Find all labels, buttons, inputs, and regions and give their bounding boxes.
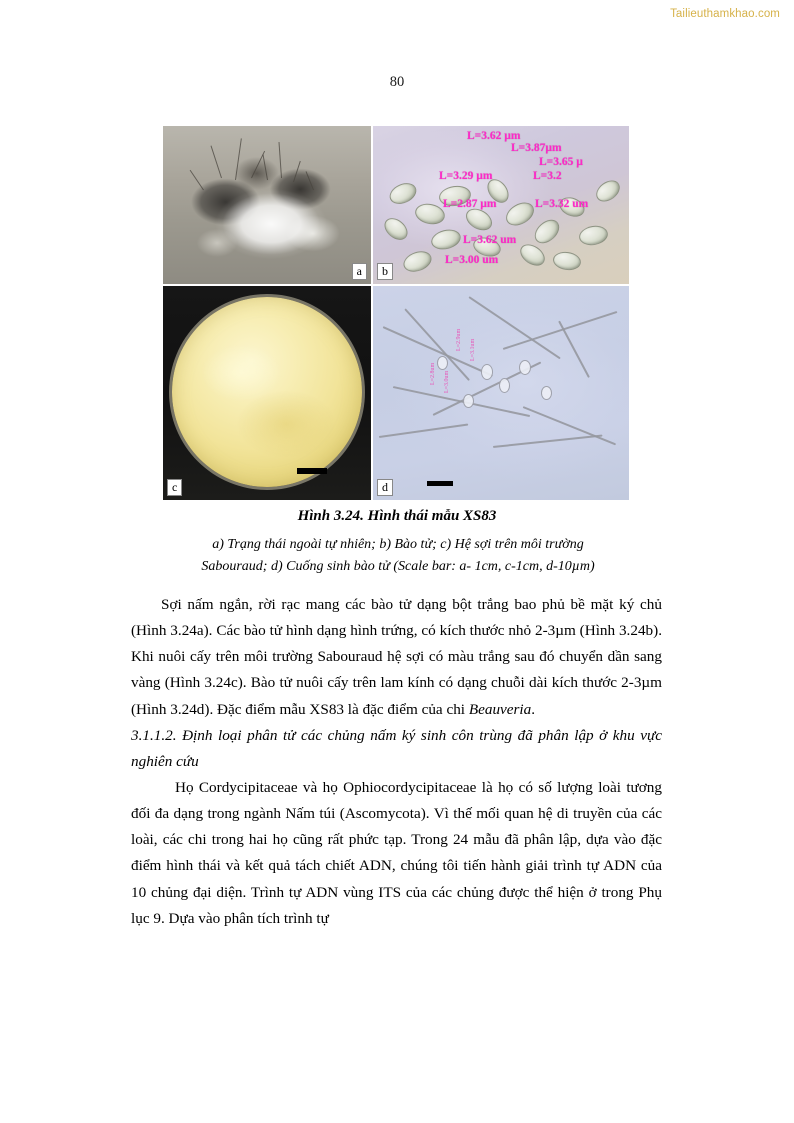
figure-row-bottom bbox=[163, 286, 631, 500]
measure-label: L=3.65 µ bbox=[539, 156, 583, 168]
spore bbox=[401, 248, 435, 276]
figure-panel-c bbox=[163, 286, 371, 500]
conidiophore-vesicle bbox=[541, 386, 552, 400]
spore bbox=[502, 198, 538, 230]
hypha-strand bbox=[278, 142, 282, 178]
measure-label: L=3.87µm bbox=[511, 142, 562, 154]
panel-label-a: a bbox=[352, 263, 367, 280]
paragraph-molecular: Họ Cordycipitaceae và họ Ophiocordycipitaceae là họ có số lượng loài tương đối đa dạng trong ngành Nấm túi (Ascomycota). Vì thế mối quan hệ di truyền của các loài, các chi trong hai họ cũng rất phức tạp. Trong 24 mẫu đã phân lập, dựa vào đặc điểm hình thái và kết quả tách chiết ADN, chúng tôi tiến hành giải trình tự ADN của 10 chủng đại diện. Trình tự ADN vùng ITS của các chủng được thể hiện ở trong Phụ lục 9. Dựa vào phân tích trình tự bbox=[131, 778, 662, 927]
hypha-strand bbox=[306, 171, 314, 190]
figure-caption-line-1: a) Trạng thái ngoài tự nhiên; b) Bào tử; c) Hệ sợi trên môi trường bbox=[212, 537, 584, 552]
hypha-strand bbox=[235, 138, 242, 180]
scale-bar bbox=[297, 468, 327, 474]
figure-title: Hình 3.24. Hình thái mẫu XS83 bbox=[297, 508, 497, 524]
spore bbox=[386, 179, 419, 208]
hypha-strand bbox=[262, 154, 267, 180]
figure-panel-a bbox=[163, 126, 371, 284]
hypha-strand bbox=[190, 170, 204, 190]
scale-bar bbox=[427, 481, 453, 486]
spore bbox=[530, 215, 564, 248]
conidiophore-vesicle bbox=[463, 394, 474, 408]
body-text bbox=[131, 592, 662, 932]
measure-label: L=3.00 um bbox=[445, 254, 499, 266]
annotation-label: L=2.8um bbox=[430, 362, 436, 385]
measure-label: L=2.87 µm bbox=[443, 198, 497, 210]
page-number: 80 bbox=[389, 74, 405, 90]
panel-label-d: d bbox=[377, 479, 393, 496]
hypha-strand bbox=[293, 161, 301, 182]
watermark: Tailieuthamkhao.com bbox=[670, 8, 780, 20]
spore bbox=[516, 240, 548, 270]
hypha-strand bbox=[379, 423, 468, 438]
panel-label-c: c bbox=[167, 479, 182, 496]
figure-caption-line-2: Sabouraud; d) Cuống sinh bào tử (Scale bar: a- 1cm, c-1cm, d-10µm) bbox=[201, 558, 595, 574]
hypha-strand bbox=[493, 435, 603, 448]
section-heading: 3.1.1.2. Định loại phân tử các chủng nấm ký sinh côn trùng đã phân lập ở khu vực nghiên cứu bbox=[131, 726, 662, 770]
spore bbox=[552, 250, 582, 272]
paragraph-morphology-end: . bbox=[531, 700, 536, 718]
hypha-strand bbox=[468, 296, 560, 359]
spore bbox=[413, 201, 447, 227]
petri-dish bbox=[172, 297, 362, 487]
figure-row-top bbox=[163, 126, 631, 284]
hypha-strand bbox=[383, 326, 493, 377]
measure-label: L=3.62 µm bbox=[467, 130, 521, 142]
measure-label: L=3.32 um bbox=[535, 198, 589, 210]
hypha-strand bbox=[211, 146, 222, 179]
annotation-label: L=3.1um bbox=[470, 338, 476, 361]
panel-label-b: b bbox=[377, 263, 393, 280]
spore bbox=[429, 227, 463, 253]
measure-label: L=3.2 bbox=[533, 170, 562, 182]
figure-caption bbox=[163, 534, 633, 577]
figure-3-24 bbox=[163, 126, 631, 500]
annotation-label: L=3.0um bbox=[444, 370, 450, 393]
conidiophore-vesicle bbox=[499, 378, 510, 393]
conidiophore-vesicle bbox=[437, 356, 448, 370]
figure-panel-b bbox=[373, 126, 629, 284]
measure-label: L=3.62 um bbox=[463, 234, 517, 246]
annotation-label: L=2.9um bbox=[456, 328, 462, 351]
spore bbox=[592, 176, 624, 206]
conidiophore-vesicle bbox=[519, 360, 531, 375]
spore bbox=[380, 214, 411, 245]
genus-name: Beauveria bbox=[468, 700, 532, 718]
paragraph-morphology bbox=[131, 592, 662, 723]
conidiophore-vesicle bbox=[481, 364, 493, 380]
paragraph-morphology-text: Sợi nấm ngắn, rời rạc mang các bào tử dạng bột trắng bao phủ bề mặt ký chủ (Hình 3.24a). Các bào tử hình dạng hình trứng, có kích thước nhỏ 2-3µm (Hình 3.24b). Khi nuôi cấy trên môi trường Sabouraud hệ sợi có màu trắng sau đó chuyển dần sang vàng (Hình 3.24c). Bào tử nuôi cấy trên lam kính có dạng chuỗi dài kích thước 2-3µm (Hình 3.24d). Đặc điểm mẫu XS83 là đặc điểm của chi bbox=[131, 596, 662, 718]
measure-label: L=3.29 µm bbox=[439, 170, 493, 182]
figure-panel-d bbox=[373, 286, 629, 500]
spore bbox=[578, 224, 610, 248]
hypha-strand bbox=[558, 321, 590, 378]
